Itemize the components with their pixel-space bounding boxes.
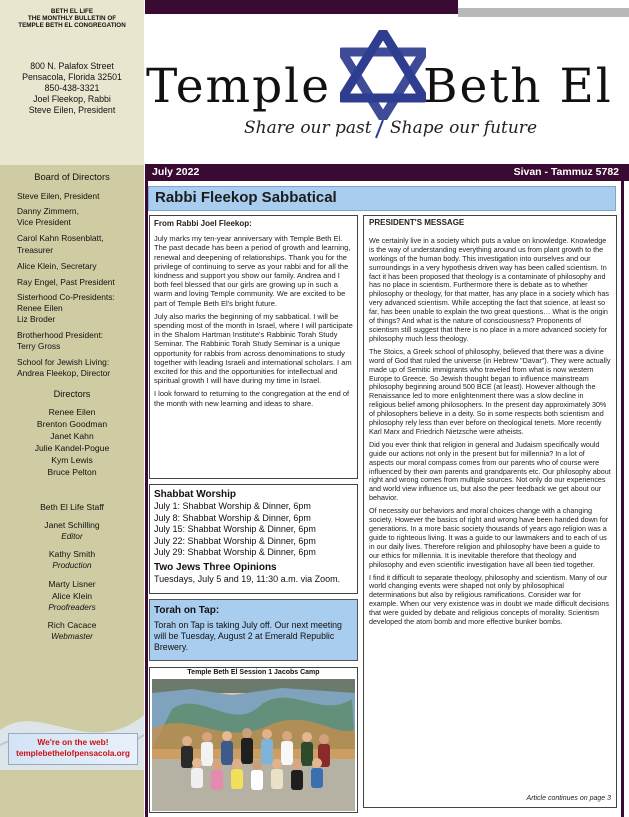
photo-caption: Temple Beth El Session 1 Jacobs Camp bbox=[187, 669, 320, 676]
shabbat-item: July 15: Shabbat Worship & Dinner, 6pm bbox=[154, 524, 316, 535]
rabbi-paragraph: I look forward to returning to the congregation at the end of the month with new learning and ideas to share. bbox=[154, 389, 350, 408]
camp-group-photo bbox=[152, 679, 355, 811]
board-member: Treasurer bbox=[17, 245, 53, 255]
address-street: 800 N. Palafox Street bbox=[30, 61, 114, 71]
masthead-title-right: Beth El bbox=[423, 59, 613, 114]
staff-name: Janet Schilling bbox=[44, 520, 100, 530]
board-member: Carol Kahn Rosenblatt, bbox=[17, 233, 104, 243]
staff-name: Kathy Smith bbox=[48, 549, 96, 559]
staff-role: Production bbox=[52, 561, 92, 570]
director-name: Janet Kahn bbox=[50, 431, 94, 441]
banner-title: Rabbi Fleekop Sabbatical bbox=[155, 189, 337, 206]
address-president: Steve Eilen, President bbox=[28, 105, 116, 115]
shabbat-item: July 1: Shabbat Worship & Dinner, 6pm bbox=[154, 501, 311, 511]
website-badge[interactable] bbox=[8, 733, 138, 765]
rabbi-heading: From Rabbi Joel Fleekop: bbox=[154, 219, 252, 228]
camp-photo bbox=[152, 679, 355, 811]
board-member: Danny Zimmern, bbox=[17, 206, 79, 216]
staff-role: Editor bbox=[61, 532, 83, 541]
masthead-title-left: Temple bbox=[146, 59, 332, 114]
opinions-text: Tuesdays, July 5 and 19, 11:30 a.m. via Zoom. bbox=[154, 573, 341, 584]
president-heading: PRESIDENT'S MESSAGE bbox=[369, 218, 465, 227]
director-name: Renee Eilen bbox=[48, 407, 96, 417]
tagline-divider-icon bbox=[373, 119, 387, 139]
president-paragraph: I find it difficult to separate theology, philosophy and scientism. Many of our world changing events were shaped not only by philosophical determinations but also by religious ramifications. Consider war for example. When our very existence was in doubt we made difficult decisions that were guided by debate and religious concepts of morality. Scientism developed the atom bomb and more effective bunker bombs. bbox=[369, 572, 609, 627]
shabbat-item: July 29: Shabbat Worship & Dinner, 6pm bbox=[154, 547, 316, 558]
torah-title: Torah on Tap: bbox=[154, 605, 220, 616]
director-name: Julie Kandel-Pogue bbox=[34, 443, 110, 453]
director-name: Brenton Goodman bbox=[36, 419, 108, 429]
president-paragraph: We certainly live in a society which puts a value on knowledge. Knowledge is the way of understanding everything around us from plant growth to the workings of the human body. This investigation into ourselves and our surroundings in a very hypothesis driven way has been called scientism. In fact it has been proposed that theology is a contaminate of philosophy and has no place in scientism. Furthermore there is debate as to whether philosophy or theology, for that matter, has any place in a society which has very advanced scientism. While accepting the fact that science, at least so far, has been unable to explain the two great questions… What is the origin of things? And what is the nature of consciousness? Proponents of scientism still suggest that there is no place in a more advanced society for philosophy much less theology. bbox=[369, 235, 609, 343]
shabbat-item: July 22: Shabbat Worship & Dinner, 6pm bbox=[154, 535, 316, 546]
continued-note: Article continues on page 3 bbox=[526, 795, 611, 803]
rabbi-paragraph: July also marks the beginning of my sabbatical. I will be spending most of the month in Israel, where I will participate in the Shalom Hartman Institute's Rabbinic Torah Study Seminar. The Rabbinic Torah Study Seminar is a unique opportunity for rabbis from across denominations to study together with leading Israeli and international scholars. I am excited for this and the opportunities for intellectual and spiritual growth I will have during my time in Israel. bbox=[154, 311, 353, 386]
board-member: Brotherhood President: bbox=[17, 330, 104, 340]
rabbi-paragraph: July marks my ten-year anniversary with Temple Beth El. The past decade has been a period of growth and learning, renewal and deepening of relationships. Thank you for the privilege of continuing to serve as your rabbi and for all the kindness and support you show our family. Andrea and I both feel blessed that our girls are growing up in such a warm and loving Temple community. We are excited to be part of Temple Beth El's bright future. bbox=[154, 234, 351, 308]
camp-photo-box bbox=[149, 667, 358, 813]
torah-text: Torah on Tap is taking July off. Our next meeting will be Tuesday, August 2 at Emerald Republic Brewery. bbox=[154, 620, 342, 652]
directors-title: Directors bbox=[53, 389, 91, 399]
date-bar bbox=[145, 164, 629, 181]
staff-name: Marty Lisner bbox=[48, 579, 96, 589]
rabbi-letter bbox=[149, 215, 358, 479]
staff-role: Proofreaders bbox=[48, 603, 96, 612]
tagline-right: Shape our future bbox=[390, 118, 537, 138]
hebrew-date: Sivan - Tammuz 5782 bbox=[513, 166, 619, 178]
issue-date: July 2022 bbox=[152, 166, 200, 178]
staff-title: Beth El Life Staff bbox=[40, 502, 104, 512]
header-top-bar-gray bbox=[458, 8, 629, 17]
director-name: Bruce Pelton bbox=[47, 467, 97, 477]
bulletin-congregation: TEMPLE BETH EL CONGREGATION bbox=[18, 22, 126, 29]
presidents-message bbox=[363, 215, 617, 808]
bulletin-subtitle: THE MONTHLY BULLETIN OF bbox=[27, 15, 117, 22]
board-member: Terry Gross bbox=[17, 341, 61, 351]
address-city: Pensacola, Florida 32501 bbox=[22, 72, 122, 82]
address-phone: 850-438-3321 bbox=[44, 83, 100, 93]
board-title: Board of Directors bbox=[34, 171, 110, 182]
tagline-left: Share our past bbox=[244, 118, 372, 138]
website-link[interactable]: templebethelofpensacola.org bbox=[16, 749, 130, 758]
president-paragraph: Of necessity our behaviors and moral choices change with a changing society. However the basics of right and wrong have been handed down for generations. In a more basic society thousands of years ago religion was a guide to righteous living. It was a guide to our lawmakers and to each of us in our daily lives. Therefore religion and philosophy have been a guide to our ethics for millennia. It is inevitable therefore that theology and philosophy and even scientific investigation have all been tied together. bbox=[369, 506, 609, 569]
torah-on-tap bbox=[149, 599, 358, 661]
bulletin-name: BETH EL LIFE bbox=[50, 8, 94, 15]
staff-name: Alice Klein bbox=[51, 591, 93, 601]
board-member: School for Jewish Living: bbox=[17, 357, 110, 367]
shabbat-title: Shabbat Worship bbox=[154, 489, 237, 500]
article-banner bbox=[148, 186, 616, 211]
opinions-title: Two Jews Three Opinions bbox=[154, 561, 277, 573]
board-member: Alice Klein, Secretary bbox=[17, 261, 97, 271]
address-rabbi: Joel Fleekop, Rabbi bbox=[33, 94, 111, 104]
board-member: Liz Broder bbox=[17, 314, 56, 324]
star-of-david-icon bbox=[340, 30, 426, 120]
staff-role: Webmaster bbox=[51, 632, 93, 641]
board-member: Vice President bbox=[17, 217, 71, 227]
director-name: Kym Lewis bbox=[51, 455, 93, 465]
header-top-bar bbox=[145, 0, 458, 14]
shabbat-item: July 8: Shabbat Worship & Dinner, 6pm bbox=[154, 512, 311, 523]
board-member: Renee Eilen bbox=[17, 303, 63, 313]
staff-name: Rich Cacace bbox=[47, 620, 97, 630]
board-member: Ray Engel, Past President bbox=[17, 277, 115, 287]
web-line-1: We're on the web! bbox=[37, 737, 109, 747]
board-member: Steve Eilen, President bbox=[17, 191, 100, 201]
board-member: Andrea Fleekop, Director bbox=[17, 368, 111, 378]
shabbat-schedule bbox=[149, 484, 358, 594]
president-paragraph: The Stoics, a Greek school of philosophy, believed that there was a divine word of God that ruled the universe (in Hebrew "Davar"). They were actually made up of Semitic immigrants who traveled from what is now western Europe to Greece. So Jewish thought began to influence mainstream philosophy beginning around 500 BCE (at least). However although the Renaissance led to more enlightenment there was a slow decline in religious belief among philosophers. In the present day approximately 30% of philosophers believe in a deity. So in some respects both scientism and philosophy rely less than ever before on theological tenets. More recently Karl Marx and Friedrich Nietzsche were atheists. bbox=[369, 346, 611, 436]
board-member: Sisterhood Co-Presidents: bbox=[17, 292, 115, 302]
president-paragraph: Did you ever think that religion in general and Judaism specifically would guide our actions not only in the present but for millennia? In a lot of aspects our moral compass comes from our parents who of course were influenced by their own parents and grandparents etc. Our philosophy about right and wrong comes from multiple sources. Not only do our experiences and world view influence us, but also the peer feedback we get about our behavior. bbox=[369, 439, 611, 503]
